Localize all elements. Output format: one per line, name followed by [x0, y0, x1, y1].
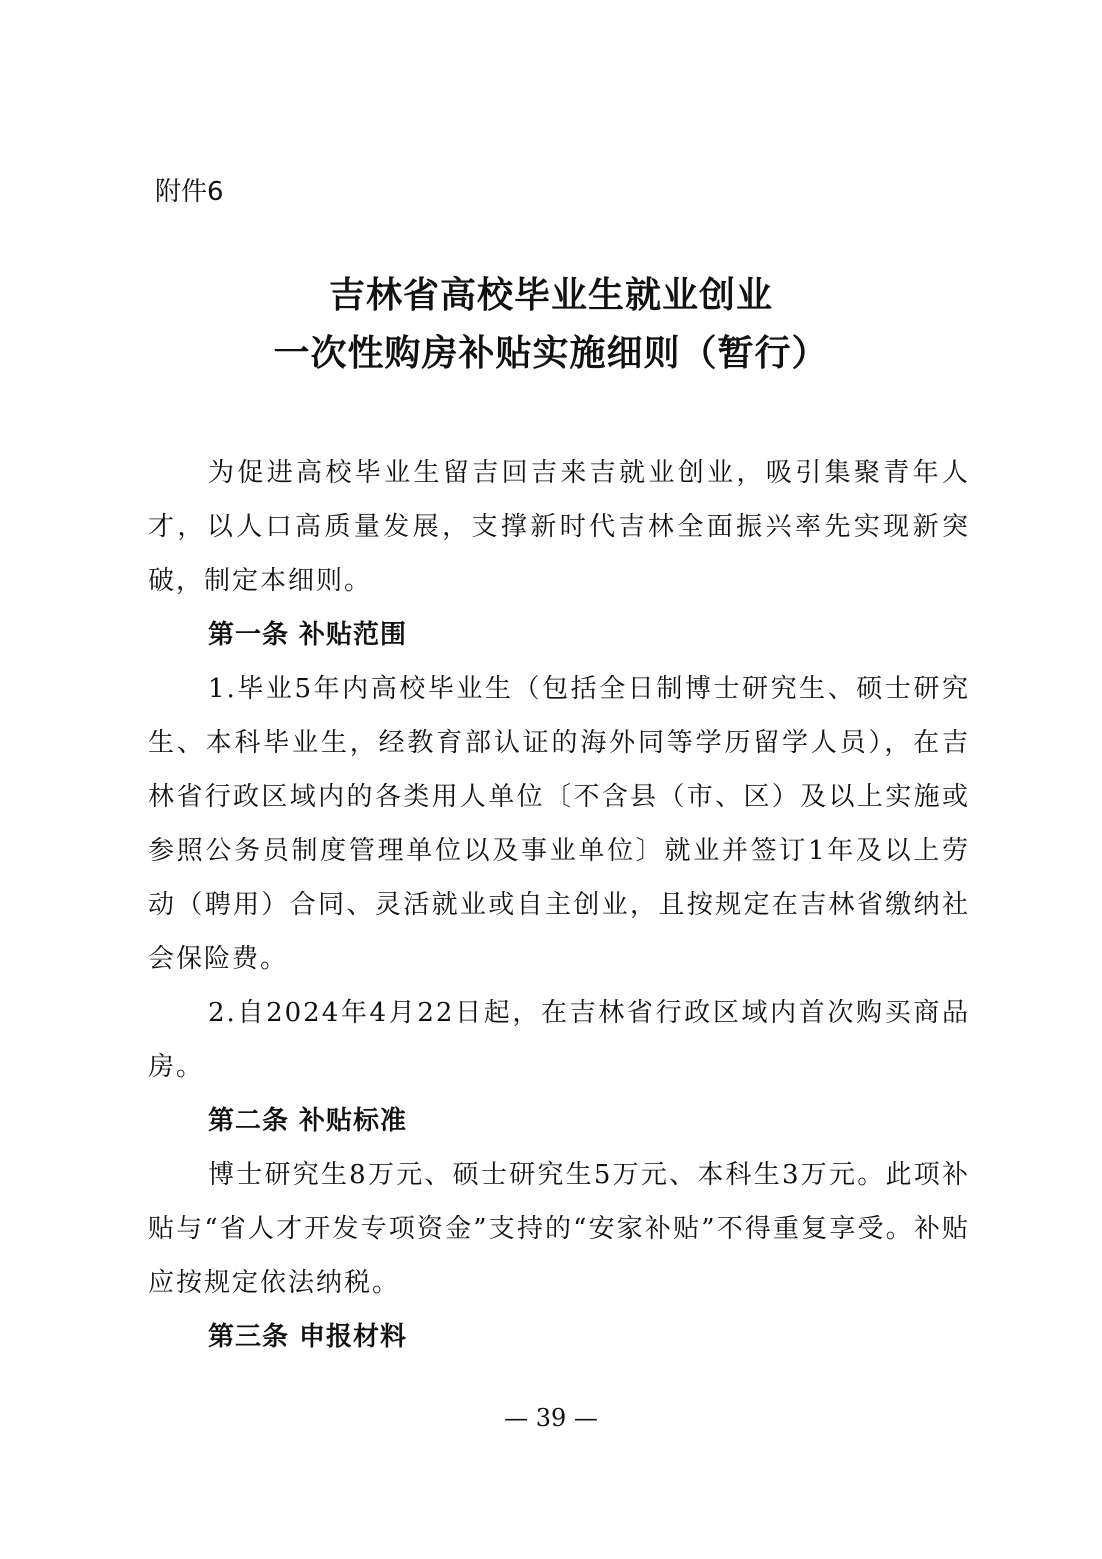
- document-body: [148, 446, 970, 1364]
- section-1-heading: 第一条 补贴范围: [208, 620, 408, 650]
- section-1-paragraph-1: 1.毕业5年内高校毕业生（包括全日制博士研究生、硕士研究生、本科毕业生，经教育部认证的海外同等学历留学人员），在吉林省行政区域内的各类用人单位〔不含县（市、区）及以上实施或参照公务员制度管理单位以及事业单位〕就业并签订1年及以上劳动（聘用）合同、灵活就业或自主创业，且按规定在吉林省缴纳社会保险费。: [148, 674, 970, 974]
- section-2-paragraph-1: 博士研究生8万元、硕士研究生5万元、本科生3万元。此项补贴与“省人才开发专项资金”支持的“安家补贴”不得重复享受。补贴应按规定依法纳税。: [148, 1160, 970, 1298]
- section-1-paragraph-2: 2.自2024年4月22日起，在吉林省行政区域内首次购买商品房。: [148, 998, 970, 1082]
- attachment-label: 附件6: [155, 177, 224, 207]
- document-title-line-2: 一次性购房补贴实施细则（暂行）: [273, 333, 829, 374]
- intro-paragraph: 为促进高校毕业生留吉回吉来吉就业创业，吸引集聚青年人才，以人口高质量发展，支撑新时代吉林全面振兴率先实现新突破，制定本细则。: [148, 458, 970, 596]
- section-2-heading: 第二条 补贴标准: [208, 1106, 408, 1136]
- document-title-line-1: 吉林省高校毕业生就业创业: [328, 275, 773, 316]
- section-3-heading: 第三条 申报材料: [208, 1322, 408, 1352]
- page-number: — 39 —: [504, 1404, 598, 1432]
